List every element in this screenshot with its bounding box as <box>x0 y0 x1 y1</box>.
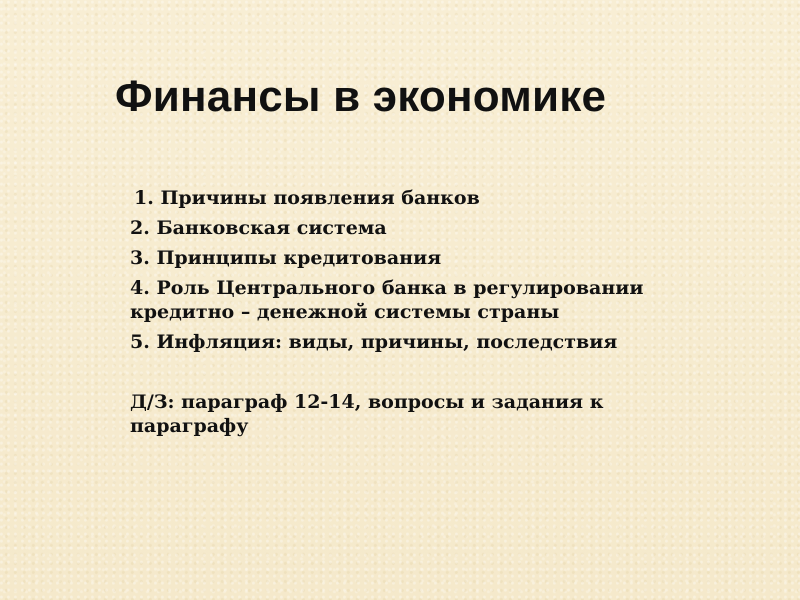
topic-item-1: 1. Причины появления банков <box>134 187 480 209</box>
topic-item-4: 4. Роль Центрального банка в регулировании кредитно – денежной системы страны <box>130 277 644 323</box>
topic-item-5: 5. Инфляция: виды, причины, последствия <box>130 331 618 353</box>
topic-item-3: 3. Принципы кредитования <box>130 247 442 269</box>
homework-assignment: Д/З: параграф 12-14, вопросы и задания к параграфу <box>130 391 604 437</box>
slide-title: Финансы в экономике <box>115 72 607 121</box>
topic-item-2: 2. Банковская система <box>130 217 387 239</box>
topic-list <box>130 186 690 360</box>
